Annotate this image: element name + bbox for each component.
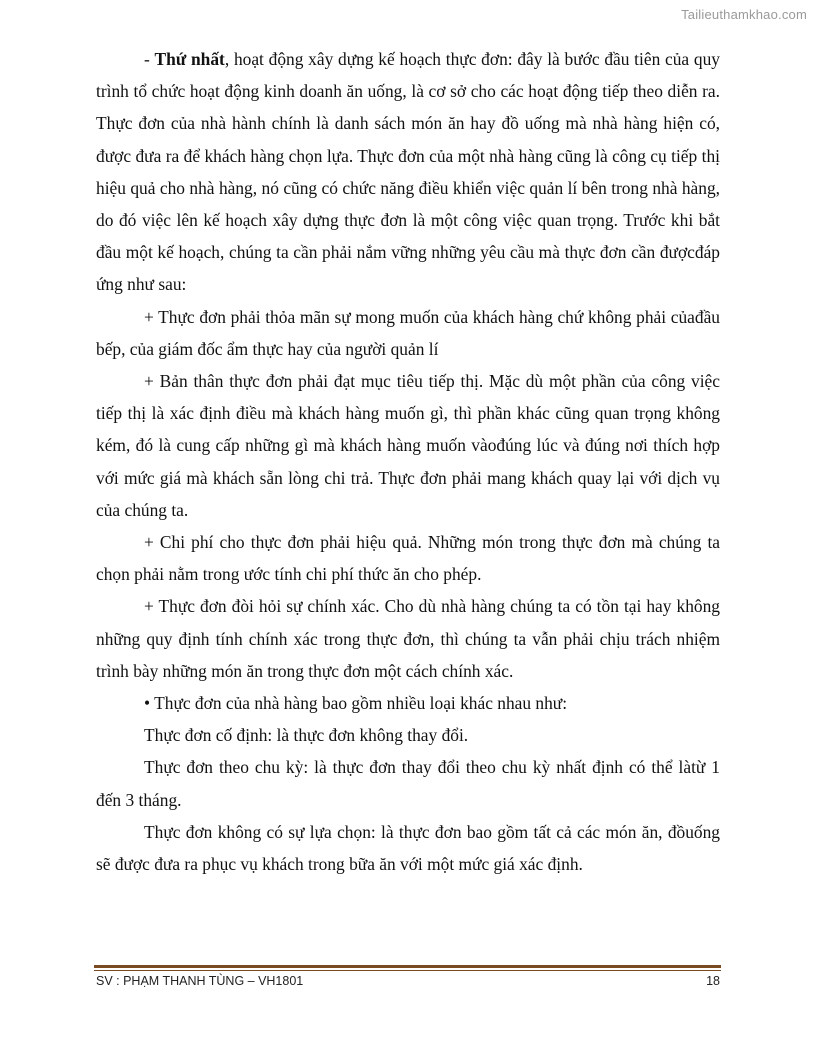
footer-divider-thick (94, 965, 721, 968)
paragraph-5: + Thực đơn đòi hỏi sự chính xác. Cho dù nhà hàng chúng ta có tồn tại hay không những quy định tính chính xác trong thực đơn, thì chúng ta vẫn phải chịu trách nhiệm trình bày những món ăn trong thực đơn một cách chính xác. (96, 596, 720, 681)
paragraph-4: + Chi phí cho thực đơn phải hiệu quả. Những món trong thực đơn mà chúng ta chọn phải nằm trong ước tính chi phí thức ăn cho phép. (96, 532, 720, 585)
paragraph-8: Thực đơn theo chu kỳ: là thực đơn thay đổi theo chu kỳ nhất định có thể làtừ 1 đến 3 tháng. (96, 757, 720, 810)
paragraph-2: + Thực đơn phải thỏa mãn sự mong muốn của khách hàng chứ không phải củađầu bếp, của giám đốc ẩm thực hay của người quản lí (96, 306, 720, 359)
footer-page-number: 18 (706, 974, 720, 988)
footer-divider-thin (94, 970, 721, 971)
watermark-text: Tailieuthamkhao.com (681, 7, 807, 22)
paragraph-1 (96, 43, 720, 301)
paragraph-9: Thực đơn không có sự lựa chọn: là thực đơn bao gồm tất cả các món ăn, đồuống sẽ được đưa ra phục vụ khách trong bữa ăn với một mức giá xác định. (96, 821, 720, 875)
paragraph-1-text: , hoạt động xây dựng kế hoạch thực đơn: đây là bước đầu tiên của quy trình tổ chức hoạt động kinh doanh ăn uống, là cơ sở cho các hoạt động tiếp theo diễn ra. Thực đơn của nhà hành chính là danh sách món ăn hay đồ uống mà nhà hàng hiện có, được đưa ra để khách hàng chọn lựa. Thực đơn của một nhà hàng cũng là công cụ tiếp thị hiệu quả cho nhà hàng, nó cũng có chức năng điều khiển việc quản lí bên trong nhà hàng, do đó việc lên kế hoạch xây dựng thực đơn là một công việc quan trọng. Trước khi bắt đầu một kế hoạch, chúng ta cần phải nắm vững những yêu cầu mà thực đơn cần đượcđáp ứng như sau: (96, 49, 720, 295)
page-footer (96, 974, 720, 988)
footer-author: SV : PHẠM THANH TÙNG – VH1801 (96, 974, 304, 988)
paragraph-6: • Thực đơn của nhà hàng bao gồm nhiều loại khác nhau như: (144, 693, 568, 714)
paragraph-3: + Bản thân thực đơn phải đạt mục tiêu tiếp thị. Mặc dù một phần của công việc tiếp thị là xác định điều mà khách hàng muốn gì, thì phần khác cũng quan trọng không kém, đó là cung cấp những gì mà khách hàng muốn vàođúng lúc và đúng nơi thích hợp với mức giá mà khách sẵn lòng chi trả. Thực đơn phải mang khách quay lại với dịch vụ của chúng ta. (96, 371, 720, 520)
paragraph-1-prefix: - (144, 49, 155, 69)
paragraph-1-bold-heading: Thứ nhất (154, 49, 225, 69)
paragraph-7: Thực đơn cố định: là thực đơn không thay đổi. (144, 725, 469, 746)
document-body (96, 43, 720, 880)
